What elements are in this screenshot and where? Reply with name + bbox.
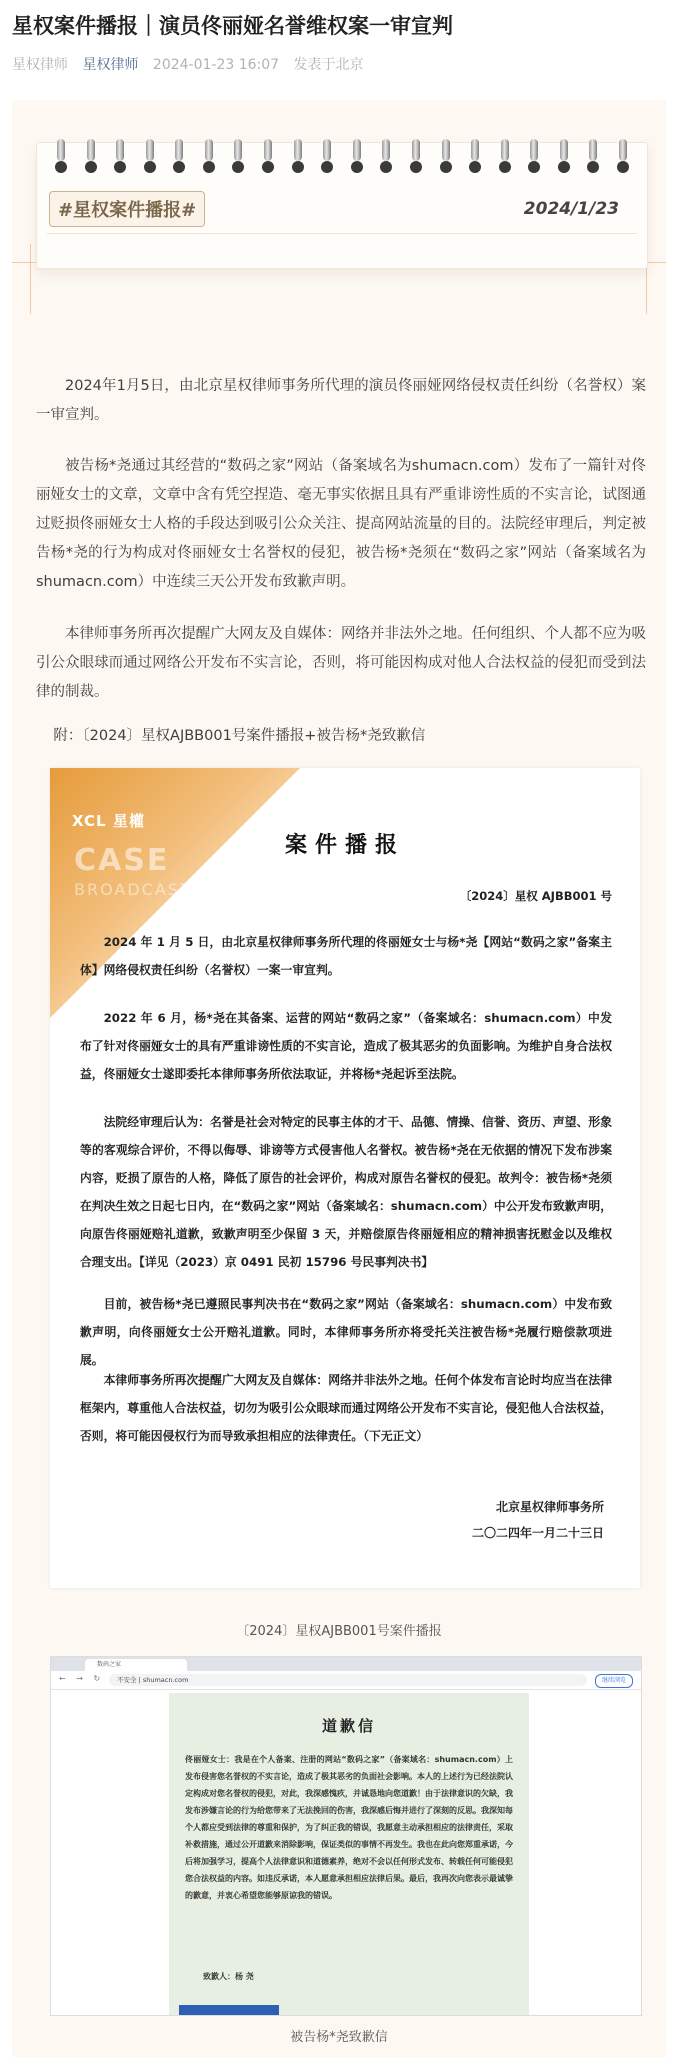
binder-rings xyxy=(55,139,629,179)
binder-ring-icon xyxy=(232,139,244,175)
article-meta xyxy=(12,54,374,74)
report-case-word: CASE xyxy=(74,843,170,878)
publish-location: 发表于北京 xyxy=(293,57,364,73)
binder-ring-icon xyxy=(114,139,126,175)
binder-ring-icon xyxy=(55,139,67,175)
report-number: 〔2024〕星权 AJBB001 号 xyxy=(459,889,612,903)
binder-ring-icon xyxy=(144,139,156,175)
binder-ring-icon xyxy=(321,139,333,175)
binder-ring-icon xyxy=(528,139,540,175)
binder-ring-icon xyxy=(203,139,215,175)
binder-ring-icon xyxy=(617,139,629,175)
image-caption: 被告杨*尧致歉信 xyxy=(290,2030,388,2045)
hashtag-label[interactable]: #星权案件播报# xyxy=(49,191,205,227)
binder-ring-icon xyxy=(380,139,392,175)
body-paragraph: 被告杨*尧通过其经营的“数码之家”网站（备案域名为shumacn.com）发布了一篇针对佟丽娅女士的文章，文章中含有凭空捏造、毫无事实依据且具有严重诽谤性质的不实言论，试图通过贬损佟丽娅女士人格的手段达到吸引公众关注、提高网站流量的目的。法院经审理后，判定被告杨*尧的行为构成对佟丽娅女士名誉权的侵犯，被告杨*尧须在“数码之家”网站（备案域名为shumacn.com）中连续三天公开发布致歉声明。 xyxy=(36,458,646,590)
author-name: 星权律师 xyxy=(12,57,68,73)
binder-ring-icon xyxy=(351,139,363,175)
attachment-note: 附：〔2024〕星权AJBB001号案件播报+被告杨*尧致歉信 xyxy=(53,728,426,744)
report-signature-org: 北京星权律师事务所 xyxy=(495,1500,604,1514)
decor-line xyxy=(30,244,31,314)
browser-toolbar xyxy=(51,1671,641,1690)
banner-date: 2024/1/23 xyxy=(523,199,619,219)
letter-title: 道歉信 xyxy=(321,1717,376,1735)
binder-ring-icon xyxy=(173,139,185,175)
address-bar[interactable]: 不安全 | shumacn.com xyxy=(109,1674,587,1686)
notebook-rule-line xyxy=(47,233,637,234)
binder-ring-icon xyxy=(440,139,452,175)
report-paragraph: 本律师事务所再次提醒广大网友及自媒体：网络并非法外之地。任何个体发布言论时均应当在法律框架内，尊重他人合法权益，切勿为吸引公众眼球而通过网络公开发布不实言论，侵犯他人合法权益，否则，将可能因侵权行为而导致承担相应的法律责任。（下无正文） xyxy=(80,1373,612,1443)
apology-screenshot xyxy=(50,1656,642,2016)
report-paragraph: 2024 年 1 月 5 日，由北京星权律师事务所代理的佟丽娅女士与杨*尧【网站“数码之家”备案主体】网络侵权责任纠纷（名誉权）一案一审宣判。 xyxy=(80,935,612,977)
binder-ring-icon xyxy=(469,139,481,175)
browser-continue-button[interactable]: 继续浏览 xyxy=(595,1674,633,1688)
report-paragraph: 2022 年 6 月，杨*尧在其备案、运营的网站“数码之家”（备案域名：shumacn.com）中发布了针对佟丽娅女士的具有严重诽谤性质的不实言论，造成了极其恶劣的负面影响。为维护自身合法权益，佟丽娅女士遂即委托本律师事务所依法取证，并将杨*尧起诉至法院。 xyxy=(80,1011,612,1081)
nav-arrows-icon[interactable]: ← → ↻ xyxy=(59,1674,105,1683)
binder-ring-icon xyxy=(410,139,422,175)
page-footer-strip xyxy=(179,2005,279,2015)
body-paragraph: 本律师事务所再次提醒广大网友及自媒体：网络并非法外之地。任何组织、个人都不应为吸引公众眼球而通过网络公开发布不实言论，否则，将可能因构成对他人合法权益的侵犯而受到法律的制裁。 xyxy=(36,626,646,700)
binder-ring-icon xyxy=(85,139,97,175)
body-paragraph: 2024年1月5日，由北京星权律师事务所代理的演员佟丽娅网络侵权责任纠纷（名誉权）案一审宣判。 xyxy=(36,378,646,423)
publish-time: 2024-01-23 16:07 xyxy=(152,57,280,73)
notebook-banner xyxy=(36,142,648,269)
report-signature-date: 二〇二四年一月二十三日 xyxy=(471,1526,604,1540)
report-broadcast-word: BROADCAST xyxy=(74,880,192,899)
report-paragraph: 法院经审理后认为：名誉是社会对特定的民事主体的才干、品德、情操、信誉、资历、声望、形象等的客观综合评价，不得以侮辱、诽谤等方式侵害他人名誉权。被告杨*尧在无依据的情况下发布涉案内容，贬损了原告的人格，降低了原告的社会评价，构成对原告名誉权的侵犯。故判令：被告杨*尧须在判决生效之日起七日内，在“数码之家”网站（备案域名：shumacn.com）中公开发布致歉声明，向原告佟丽娅赔礼道歉，致歉声明至少保留 3 天，并赔偿原告佟丽娅相应的精神损害抚慰金以及维权合理支出。【详见（2023）京 0491 民初 15796 号民事判决书】 xyxy=(80,1115,612,1269)
browser-tab-strip xyxy=(51,1657,641,1671)
letter-body: 佟丽娅女士：我是在个人备案、注册的网站“数码之家”（备案域名：shumacn.com）上发布侵害您名誉权的不实言论，造成了极其恶劣的负面社会影响。本人的上述行为已经法院认定构成对您名誉权的侵犯，对此，我深感愧疚，并诚恳地向您道歉！由于法律意识的欠缺，我发布涉嫌言论的行为给您带来了无法挽回的伤害，我深感后悔并进行了深刻的反思。我深知每个人都应受到法律的尊重和保护，为了纠正我的错误，我愿意主动承担相应的法律责任，采取补救措施，通过公开道歉来消除影响，保证类似的事情不再发生。我也在此向您郑重承诺，今后将加强学习，提高个人法律意识和道德素养，绝对不会以任何形式发布、转载任何可能侵犯您合法权益的内容。如违反承诺，本人愿意承担相应法律后果。最后，我再次向您表示最诚挚的歉意，并衷心希望您能够原谅我的错误。 xyxy=(185,1755,513,1900)
binder-ring-icon xyxy=(262,139,274,175)
browser-tab[interactable]: 数码之家 xyxy=(85,1659,187,1671)
binder-ring-icon xyxy=(292,139,304,175)
binder-ring-icon xyxy=(499,139,511,175)
report-title: 案件播报 xyxy=(284,833,405,858)
account-link[interactable]: 星权律师 xyxy=(82,57,139,73)
apology-letter xyxy=(169,1693,529,2015)
report-paragraph: 目前，被告杨*尧已遵照民事判决书在“数码之家”网站（备案域名：shumacn.com）中发布致歉声明，向佟丽娅女士公开赔礼道歉。同时，本律师事务所亦将受托关注被告杨*尧履行赔偿款项进展。 xyxy=(80,1297,612,1367)
case-report-image xyxy=(50,768,640,1588)
image-caption: 〔2024〕星权AJBB001号案件播报 xyxy=(236,1624,442,1639)
letter-signer: 致歉人：杨 尧 xyxy=(203,1972,254,1981)
binder-ring-icon xyxy=(558,139,570,175)
article-title: 星权案件播报｜演员佟丽娅名誉维权案一审宣判 xyxy=(12,14,453,38)
report-logo: XCL 星權 xyxy=(72,812,145,830)
binder-ring-icon xyxy=(587,139,599,175)
